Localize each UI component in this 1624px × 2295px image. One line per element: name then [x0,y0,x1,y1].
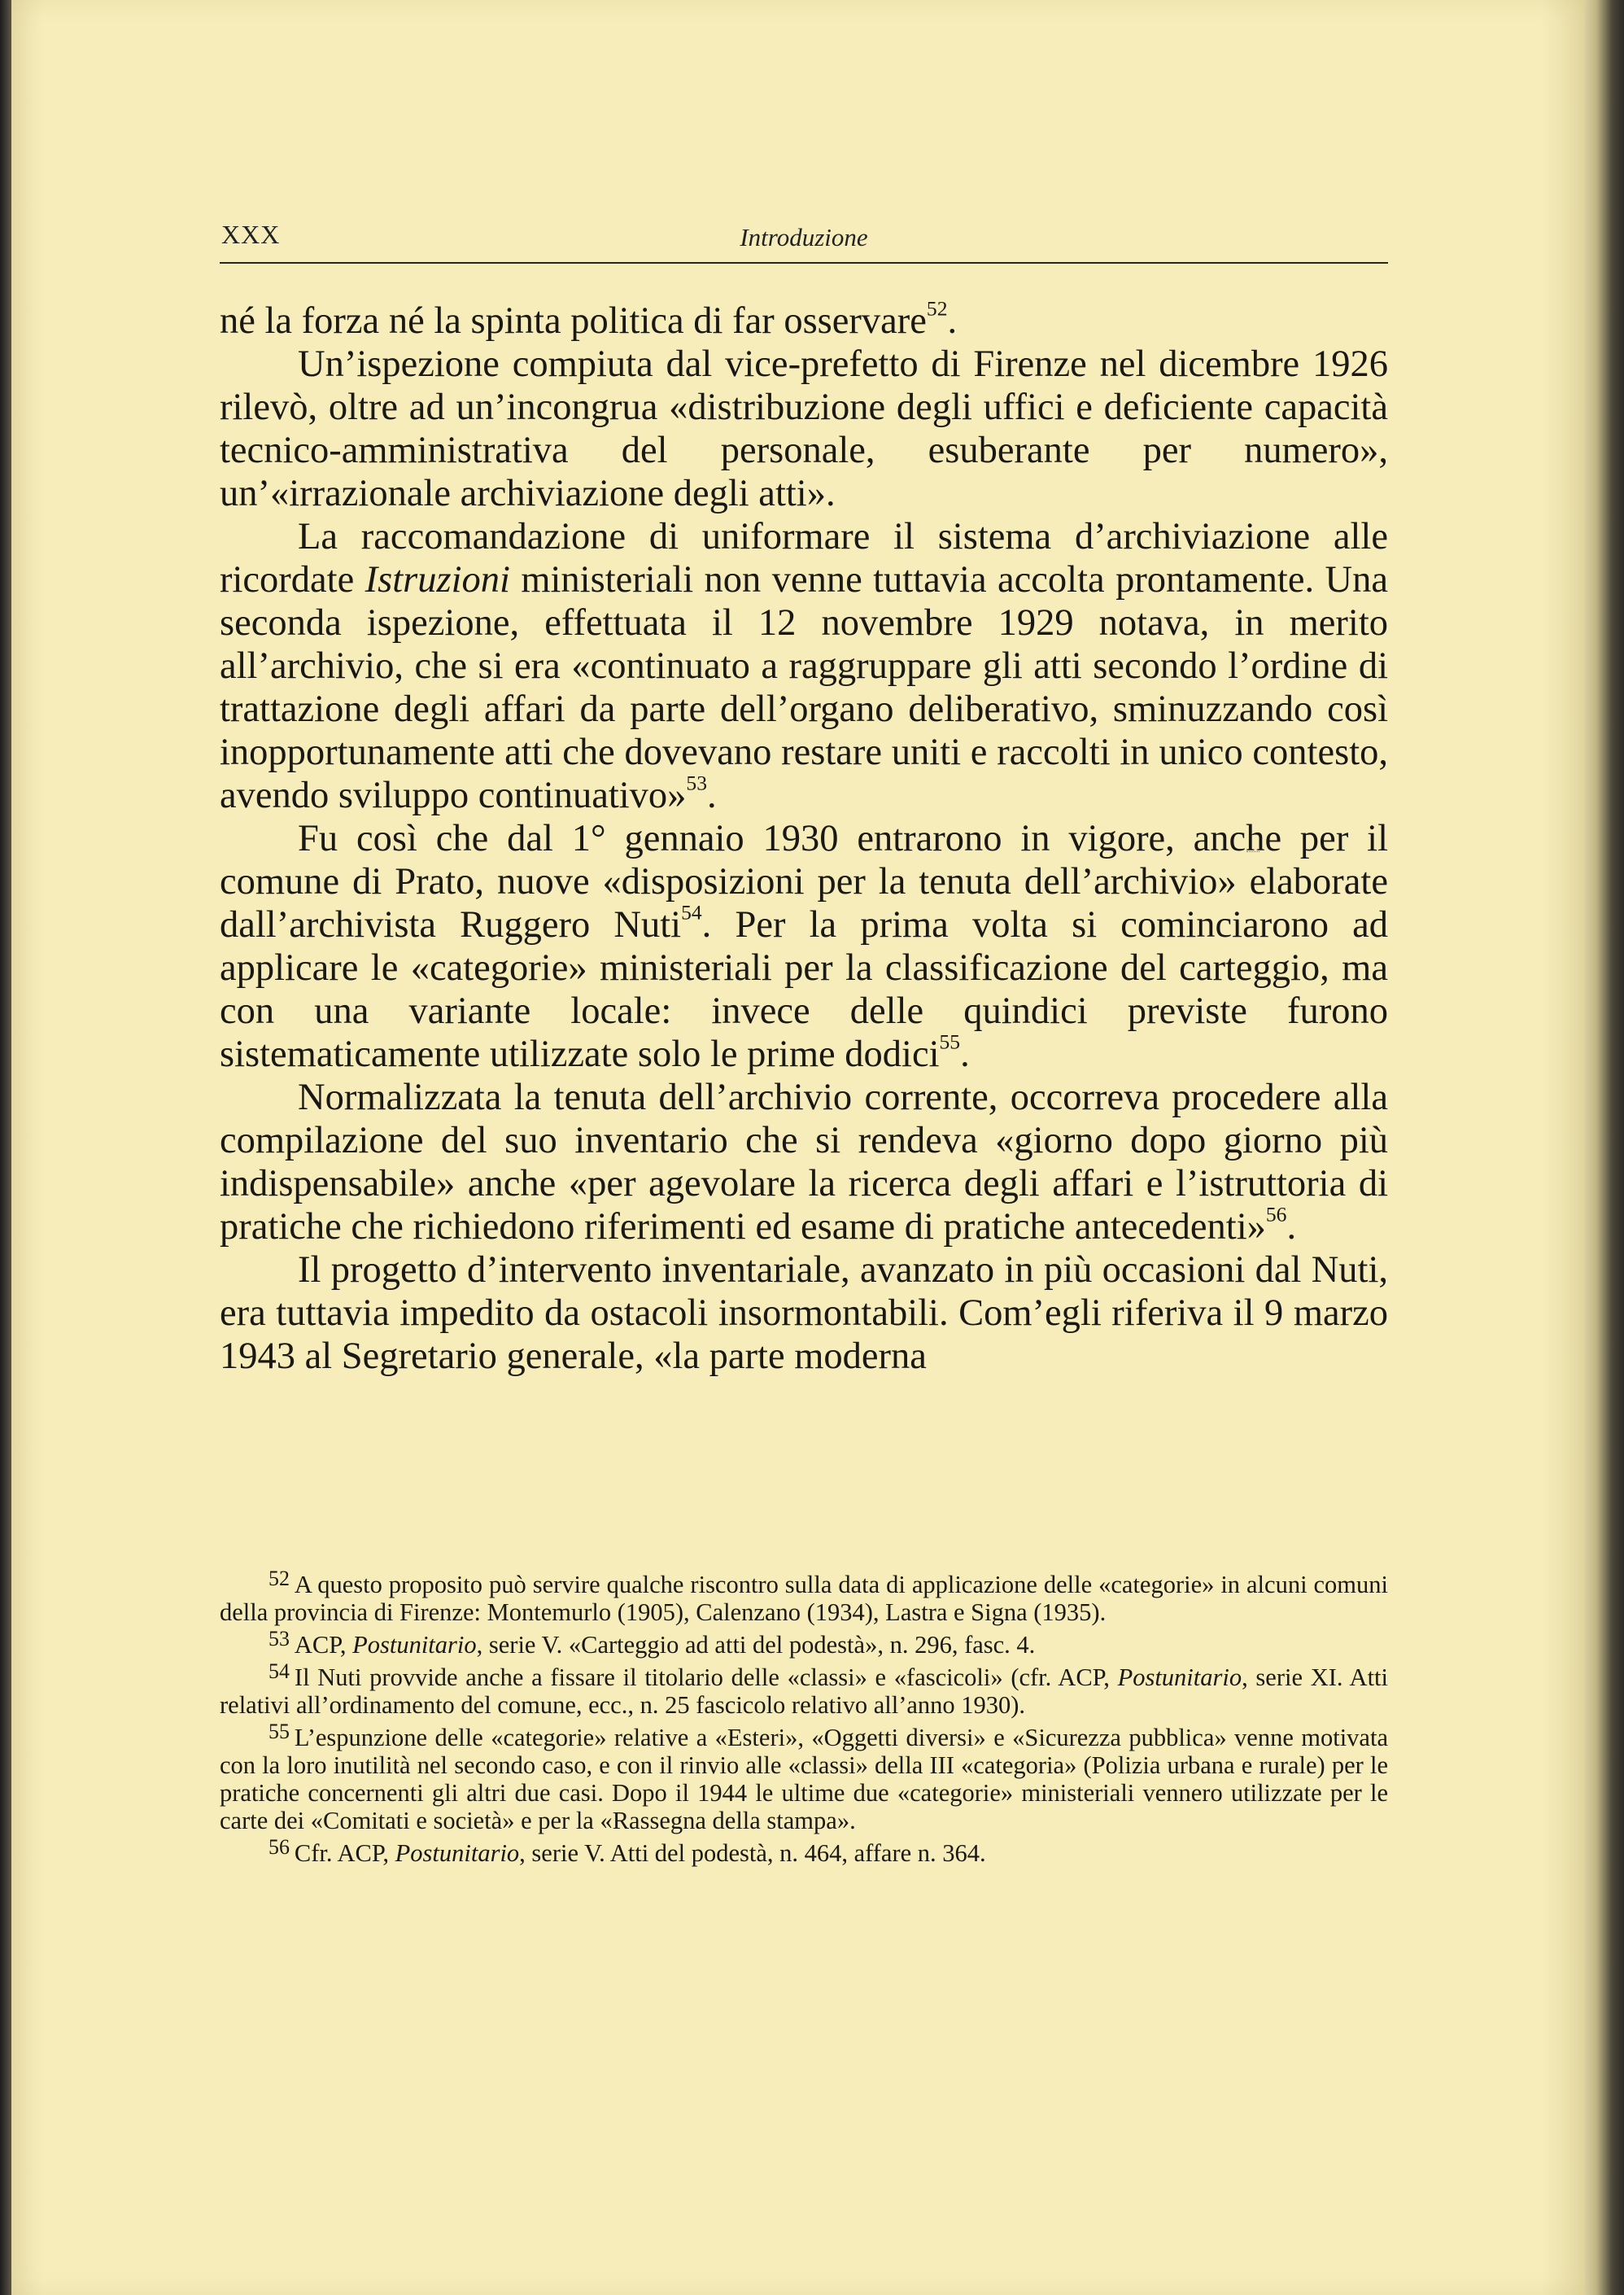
footnote-ref-55: 55 [939,1029,961,1054]
footnotes [220,1566,1388,1872]
italic-title: Istruzioni [365,559,510,601]
paragraph-3: La raccomandazione di uniformare il sistema d’archiviazione alle ricordate Istruzioni ministeriali non venne tuttavia accolta prontamente. Una seconda ispezione, effettuata il 12 novembre 1929 notava, in merito all’archivio, che si era «continuato a raggruppare gli atti secondo l’ordine di trattazione degli affari da parte dell’organo deliberativo, sminuzzando così inopportunamente atti che dovevano restare uniti e raccolti in unico contesto, avendo sviluppo continuativo»$^{53}$. [220,516,1388,816]
footnote-56: $^{56}$ Cfr. ACP, Postunitario, serie V. Atti del podestà, n. 464, affare n. 364. [268,1834,986,1867]
book-binding-left [0,0,11,2295]
footnote-number: 56 [268,1834,290,1859]
footnote-number: 52 [268,1566,290,1590]
paragraph-4: Fu così che dal 1° gennaio 1930 entrarono in vigore, anche per il comune di Prato, nuove «disposizioni per la tenuta dell’archivio» elaborate dall’archivista Ruggero Nuti$^{54}$. Per la prima volta si cominciarono ad applicare le «categorie» ministeriali per la classificazione del carteggio, ma con una variante locale: invece delle quindici previste furono sistematicamente utilizzate solo le prime dodici$^{55}$. [220,818,1388,1075]
footnote-number: 54 [268,1659,290,1683]
paragraph-5: Normalizzata la tenuta dell’archivio corrente, occorreva procedere alla compilazione del suo inventario che si rendeva «giorno dopo giorno più indispensabile» anche «per agevolare la ricerca degli affari e l’istruttoria di pratiche che richiedono riferimenti ed esame di pratiche antecedenti»$^{56}$. [220,1077,1388,1248]
footnote-ref-54: 54 [681,900,702,925]
footnote-number: 53 [268,1626,290,1650]
footnote-number: 55 [268,1719,290,1743]
paragraph-2: Un’ispezione compiuta dal vice-prefetto di Firenze nel dicembre 1926 rilevò, oltre ad un’incongrua «distribuzione degli uffici e deficiente capacità tecnico-amministrativa del personale, esuberante per numero», un’«irrazionale archiviazione degli atti». [220,343,1388,514]
footnote-ref-52: 52 [926,296,948,321]
footnote-ref-56: 56 [1265,1202,1287,1226]
main-text [220,296,1388,1378]
page-header [220,220,1388,264]
book-page-edge [1585,0,1624,2295]
paragraph-6: Il progetto d’intervento inventariale, avanzato in più occasioni dal Nuti, era tuttavia impedito da ostacoli insormontabili. Com’egli riferiva il 9 marzo 1943 al Segretario generale, «la parte moderna [220,1249,1388,1377]
pencil-mark [1246,851,1259,855]
paragraph-1: né la forza né la spinta politica di far osservare$^{52}$. [220,296,958,342]
footnote-55: $^{55}$ L’espunzione delle «categorie» relative a «Esteri», «Oggetti diversi» e «Sicurezza pubblica» venne motivata con la loro inutilità nel secondo caso, e con il rinvio alle «classi» della III «categoria» (Polizia urbana e rurale) per le pratiche concernenti gli altri due casi. Dopo il 1944 le ultime due «categorie» ministeriali vennero utilizzate per le carte dei «Comitati e società» e per la «Rassegna della stampa». [220,1719,1388,1834]
footnote-ref-53: 53 [686,771,707,795]
footnote-52: $^{52}$ A questo proposito può servire qualche riscontro sulla data di applicazione delle «categorie» in alcuni comuni della provincia di Firenze: Montemurlo (1905), Calenzano (1934), Lastra e Signa (1935). [220,1566,1388,1626]
footnote-54: $^{54}$ Il Nuti provvide anche a fissare il titolario delle «classi» e «fascicoli» (cfr. ACP, Postunitario, serie XI. Atti relativi all’ordinamento del comune, ecc., n. 25 fascicolo relativo all’anno 1930). [220,1659,1388,1719]
footnote-53: $^{53}$ ACP, Postunitario, serie V. «Carteggio ad atti del podestà», n. 296, fasc. 4. [268,1626,1036,1659]
page-number: XXX [221,220,281,249]
running-title: Introduzione [740,223,868,251]
